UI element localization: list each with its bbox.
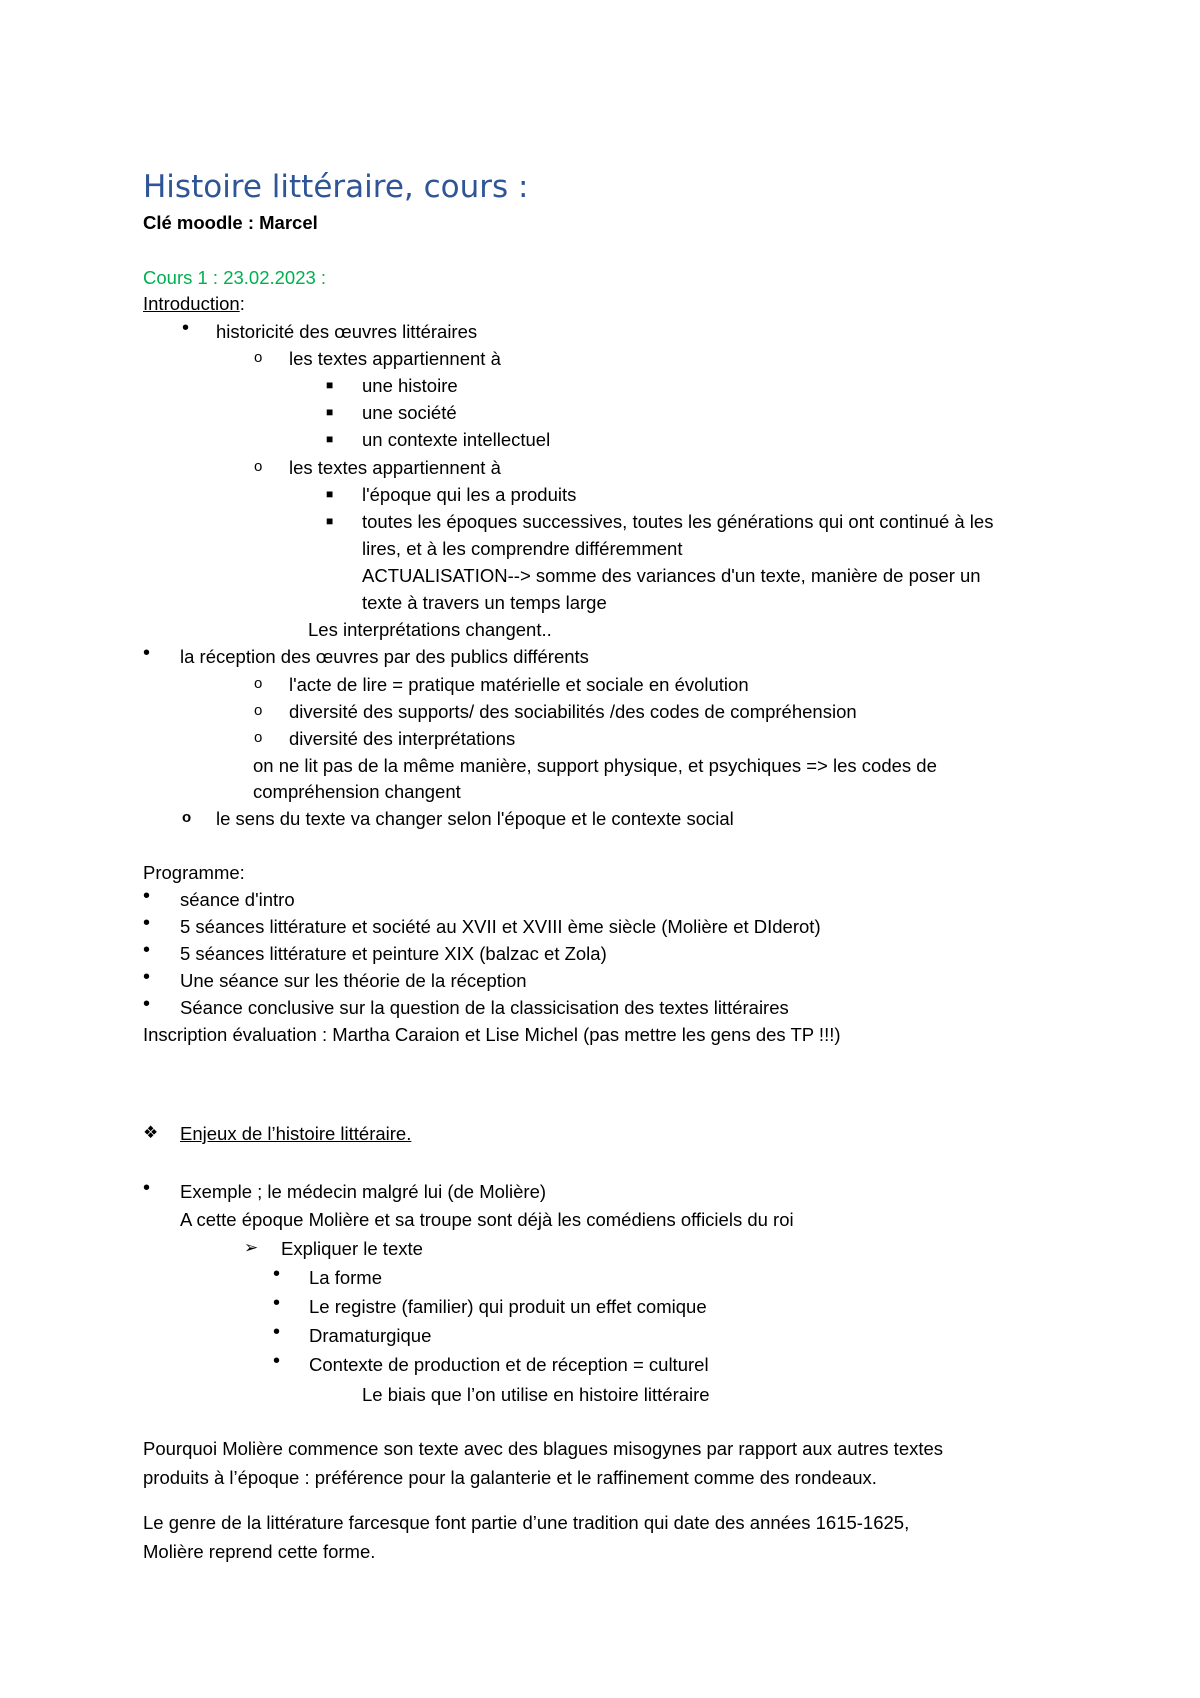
- list-item: Contexte de production et de réception = culturel: [309, 1354, 709, 1375]
- bullet-diamond-icon: ❖: [143, 1123, 159, 1142]
- note-line: Le biais que l’on utilise en histoire littéraire: [362, 1384, 710, 1405]
- paragraph-line: Pourquoi Molière commence son texte avec des blagues misogynes par rapport aux autres textes: [143, 1438, 944, 1459]
- list-item: Le registre (familier) qui produit un effet comique: [309, 1296, 707, 1317]
- list-item: 5 séances littérature et peinture XIX (balzac et Zola): [180, 943, 607, 964]
- bullet-square-icon: ■: [326, 378, 334, 392]
- bullet-circle-icon: o: [254, 729, 263, 746]
- list-item: séance d'intro: [180, 889, 295, 910]
- list-item: Exemple ; le médecin malgré lui (de Molière): [180, 1181, 547, 1202]
- programme-heading: Programme:: [143, 862, 245, 883]
- list-item: le sens du texte va changer selon l'époque et le contexte social: [216, 808, 734, 829]
- bullet-square-icon: ■: [326, 405, 334, 419]
- list-item: diversité des interprétations: [289, 728, 516, 749]
- bullet-circle-icon: o: [254, 349, 263, 366]
- paragraph-line: Molière reprend cette forme.: [143, 1541, 376, 1562]
- list-item-continuation: texte à travers un temps large: [362, 592, 607, 613]
- bullet-disc-icon: •: [273, 1321, 281, 1343]
- note-line: Les interprétations changent..: [308, 619, 552, 640]
- list-item: Dramaturgique: [309, 1325, 432, 1346]
- bullet-circle-icon: o: [254, 702, 263, 719]
- bullet-disc-icon: •: [182, 317, 190, 339]
- list-item: une histoire: [362, 375, 458, 396]
- bullet-square-icon: ■: [326, 487, 334, 501]
- intro-label: Introduction: [143, 293, 240, 314]
- course-heading: Cours 1 : 23.02.2023 :: [143, 267, 327, 288]
- list-item: Expliquer le texte: [281, 1238, 423, 1259]
- paragraph-line: produits à l’époque : préférence pour la galanterie et le raffinement comme des rondeaux.: [143, 1467, 877, 1488]
- bullet-square-icon: ■: [326, 514, 334, 528]
- page-title: Histoire littéraire, cours :: [143, 169, 529, 205]
- bullet-disc-icon: •: [273, 1263, 281, 1285]
- list-item: l'époque qui les a produits: [362, 484, 577, 505]
- bullet-disc-icon: •: [143, 1177, 151, 1199]
- list-item-continuation: ACTUALISATION--> somme des variances d'un texte, manière de poser un: [362, 565, 981, 586]
- bullet-disc-icon: •: [273, 1350, 281, 1372]
- list-item: Une séance sur les théorie de la réception: [180, 970, 527, 991]
- list-item: les textes appartiennent à: [289, 348, 501, 369]
- list-item-continuation: A cette époque Molière et sa troupe sont déjà les comédiens officiels du roi: [180, 1209, 794, 1230]
- bullet-disc-icon: •: [273, 1292, 281, 1314]
- note-line: on ne lit pas de la même manière, support physique, et psychiques => les codes de: [253, 755, 937, 776]
- bullet-circle-icon: o: [254, 458, 263, 475]
- bullet-disc-icon: •: [143, 939, 151, 961]
- bullet-circle-icon: o: [254, 675, 263, 692]
- list-item: toutes les époques successives, toutes les générations qui ont continué à les: [362, 511, 994, 532]
- bullet-circle-icon: o: [182, 809, 192, 826]
- section-heading: Enjeux de l’histoire littéraire.: [180, 1123, 412, 1144]
- intro-heading: [143, 292, 245, 316]
- bullet-arrow-icon: ➢: [244, 1238, 259, 1257]
- list-item: la réception des œuvres par des publics différents: [180, 646, 589, 667]
- list-item: les textes appartiennent à: [289, 457, 501, 478]
- bullet-disc-icon: •: [143, 966, 151, 988]
- list-item-continuation: lires, et à les comprendre différemment: [362, 538, 683, 559]
- list-item: un contexte intellectuel: [362, 429, 551, 450]
- list-item: diversité des supports/ des sociabilités /des codes de compréhension: [289, 701, 857, 722]
- paragraph-line: Le genre de la littérature farcesque font partie d’une tradition qui date des années 1615-1625,: [143, 1512, 910, 1533]
- intro-colon: :: [239, 293, 245, 314]
- note-line: compréhension changent: [253, 781, 461, 802]
- list-item: une société: [362, 402, 457, 423]
- list-item: Séance conclusive sur la question de la classicisation des textes littéraires: [180, 997, 789, 1018]
- inscription-line: Inscription évaluation : Martha Caraion et Lise Michel (pas mettre les gens des TP !!!): [143, 1024, 841, 1045]
- bullet-disc-icon: •: [143, 885, 151, 907]
- bullet-disc-icon: •: [143, 993, 151, 1015]
- list-item: La forme: [309, 1267, 383, 1288]
- list-item: historicité des œuvres littéraires: [216, 321, 478, 342]
- bullet-square-icon: ■: [326, 432, 334, 446]
- moodle-key: Clé moodle : Marcel: [143, 212, 318, 233]
- list-item: l'acte de lire = pratique matérielle et sociale en évolution: [289, 674, 749, 695]
- list-item: 5 séances littérature et société au XVII et XVIII ème siècle (Molière et DIderot): [180, 916, 821, 937]
- bullet-disc-icon: •: [143, 642, 151, 664]
- bullet-disc-icon: •: [143, 912, 151, 934]
